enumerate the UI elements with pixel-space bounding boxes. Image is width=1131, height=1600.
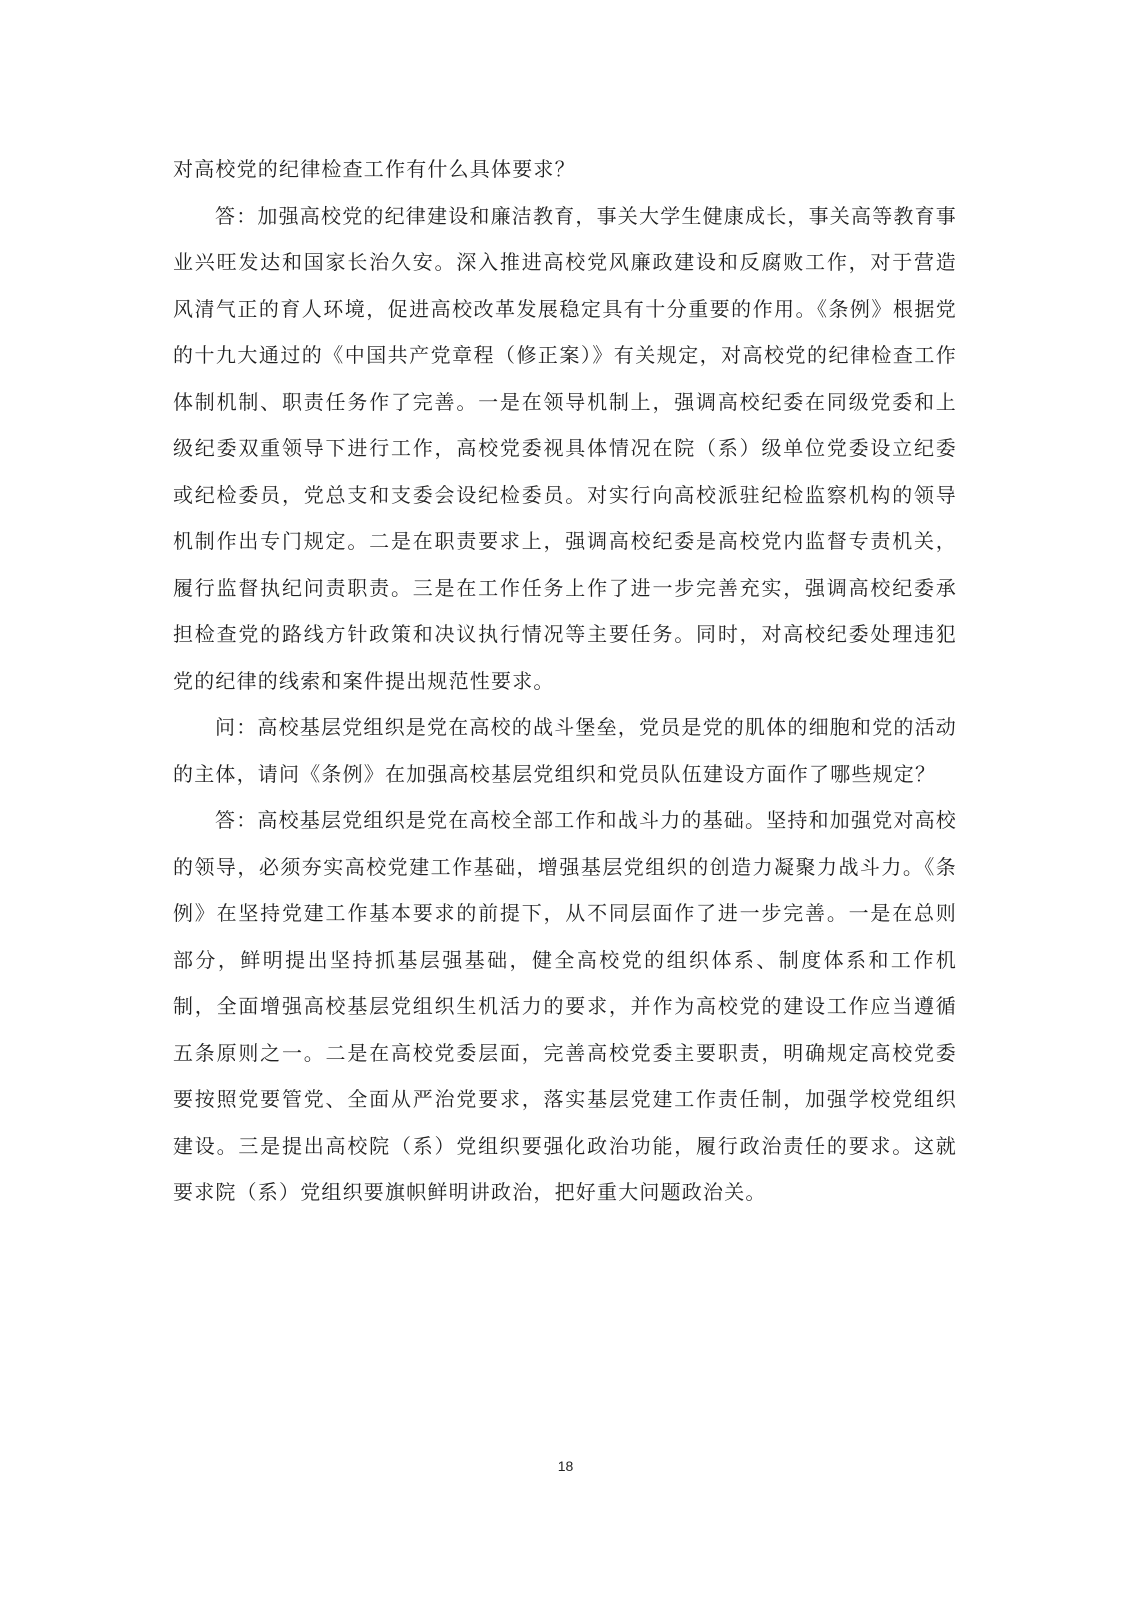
- paragraph-question-continuation: 对高校党的纪律检查工作有什么具体要求？: [173, 157, 576, 181]
- document-body: [173, 146, 957, 1216]
- page-number: 18: [557, 1458, 574, 1474]
- paragraph-answer-grassroots-organization: 答：高校基层党组织是党在高校全部工作和战斗力的基础。坚持和加强党对高校的领导，必须夯实高校党建工作基础，增强基层党组织的创造力凝聚力战斗力。《条例》在坚持党建工作基本要求的前提下，从不同层面作了进一步完善。一是在总则部分，鲜明提出坚持抓基层强基础，健全高校党的组织体系、制度体系和工作机制，全面增强高校基层党组织生机活力的要求，并作为高校党的建设工作应当遵循五条原则之一。二是在高校党委层面，完善高校党委主要职责，明确规定高校党委要按照党要管党、全面从严治党要求，落实基层党建工作责任制，加强学校党组织建设。三是提出高校院（系）党组织要强化政治功能，履行政治责任的要求。这就要求院（系）党组织要旗帜鲜明讲政治，把好重大问题政治关。: [173, 808, 957, 1204]
- paragraph-answer-discipline-inspection: 答：加强高校党的纪律建设和廉洁教育，事关大学生健康成长，事关高等教育事业兴旺发达和国家长治久安。深入推进高校党风廉政建设和反腐败工作，对于营造风清气正的育人环境，促进高校改革发展稳定具有十分重要的作用。《条例》根据党的十九大通过的《中国共产党章程（修正案）》有关规定，对高校党的纪律检查工作体制机制、职责任务作了完善。一是在领导机制上，强调高校纪委在同级党委和上级纪委双重领导下进行工作，高校党委视具体情况在院（系）级单位党委设立纪委或纪检委员，党总支和支委会设纪检委员。对实行向高校派驻纪检监察机构的领导机制作出专门规定。二是在职责要求上，强调高校纪委是高校党内监督专责机关，履行监督执纪问责职责。三是在工作任务上作了进一步完善充实，强调高校纪委承担检查党的路线方针政策和决议执行情况等主要任务。同时，对高校纪委处理违犯党的纪律的线索和案件提出规范性要求。: [173, 203, 957, 693]
- paragraph-question-grassroots-organization: 问：高校基层党组织是党在高校的战斗堡垒，党员是党的肌体的细胞和党的活动的主体，请问《条例》在加强高校基层党组织和党员队伍建设方面作了哪些规定？: [173, 715, 957, 786]
